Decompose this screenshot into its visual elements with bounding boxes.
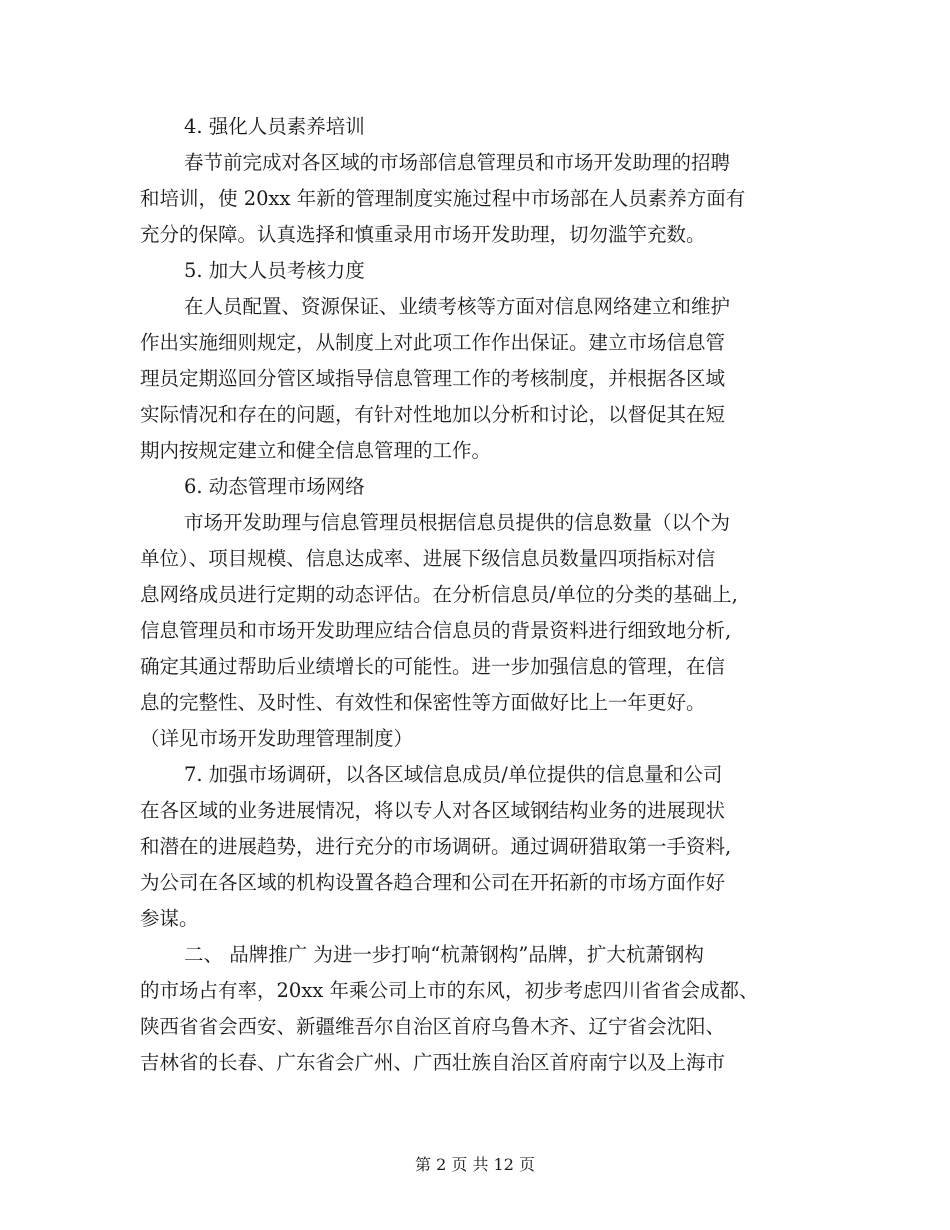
section-heading-5: 5. 加大人员考核力度 xyxy=(184,259,365,282)
section-heading-4: 4. 强化人员素养培训 xyxy=(184,115,365,138)
paragraph-line: 充分的保障。认真选择和慎重录用市场开发助理，切勿滥竽充数。 xyxy=(140,223,706,246)
paragraph-line: 吉林省的长春、广东省会广州、广西壮族自治区首府南宁以及上海市 xyxy=(140,1051,726,1074)
paragraph-line: 市场开发助理与信息管理员根据信息员提供的信息数量（以个为 xyxy=(184,511,731,534)
paragraph-line: 陕西省省会西安、新疆维吾尔自治区首府乌鲁木齐、辽宁省会沈阳、 xyxy=(140,1015,726,1038)
paragraph-line: 和培训，使 20xx 年新的管理制度实施过程中市场部在人员素养方面有 xyxy=(140,187,746,210)
paragraph-line: 春节前完成对各区域的市场部信息管理员和市场开发助理的招聘 xyxy=(184,151,731,174)
section-heading-6: 6. 动态管理市场网络 xyxy=(184,475,365,498)
paragraph-line: 为公司在各区域的机构设置各趋合理和公司在开拓新的市场方面作好 xyxy=(140,871,726,894)
paragraph-line: 息的完整性、及时性、有效性和保密性等方面做好比上一年更好。 xyxy=(140,691,706,714)
paragraph-line: 的市场占有率，20xx 年乘公司上市的东风，初步考虑四川省省会成都、 xyxy=(140,979,759,1002)
paragraph-line: 信息管理员和市场开发助理应结合信息员的背景资料进行细致地分析, xyxy=(140,619,732,642)
paragraph-line: 参谋。 xyxy=(140,907,199,930)
paragraph-line: 确定其通过帮助后业绩增长的可能性。进一步加强信息的管理，在信 xyxy=(140,655,726,678)
paragraph-line: 实际情况和存在的问题，有针对性地加以分析和讨论，以督促其在短 xyxy=(140,403,726,426)
paragraph-line: 作出实施细则规定，从制度上对此项工作作出保证。建立市场信息管 xyxy=(140,331,726,354)
paragraph-line: （详见市场开发助理管理制度） xyxy=(140,727,414,750)
paragraph-line: 息网络成员进行定期的动态评估。在分析信息员/单位的分类的基础上, xyxy=(140,583,738,606)
paragraph-line: 在人员配置、资源保证、业绩考核等方面对信息网络建立和维护 xyxy=(184,295,731,318)
paragraph-line: 理员定期巡回分管区域指导信息管理工作的考核制度，并根据各区域 xyxy=(140,367,726,390)
paragraph-line: 期内按规定建立和健全信息管理的工作。 xyxy=(140,439,492,462)
section-heading-brand: 二、 品牌推广 为进一步打响“杭萧钢构”品牌，扩大杭萧钢构 xyxy=(184,943,704,966)
page-number-footer: 第 2 页 共 12 页 xyxy=(415,1155,535,1174)
section-heading-7: 7. 加强市场调研，以各区域信息成员/单位提供的信息量和公司 xyxy=(184,763,723,786)
paragraph-line: 在各区域的业务进展情况，将以专人对各区域钢结构业务的进展现状 xyxy=(140,799,726,822)
paragraph-line: 和潜在的进展趋势，进行充分的市场调研。通过调研猎取第一手资料, xyxy=(140,835,732,858)
paragraph-line: 单位）、项目规模、信息达成率、进展下级信息员数量四项指标对信 xyxy=(140,547,716,570)
